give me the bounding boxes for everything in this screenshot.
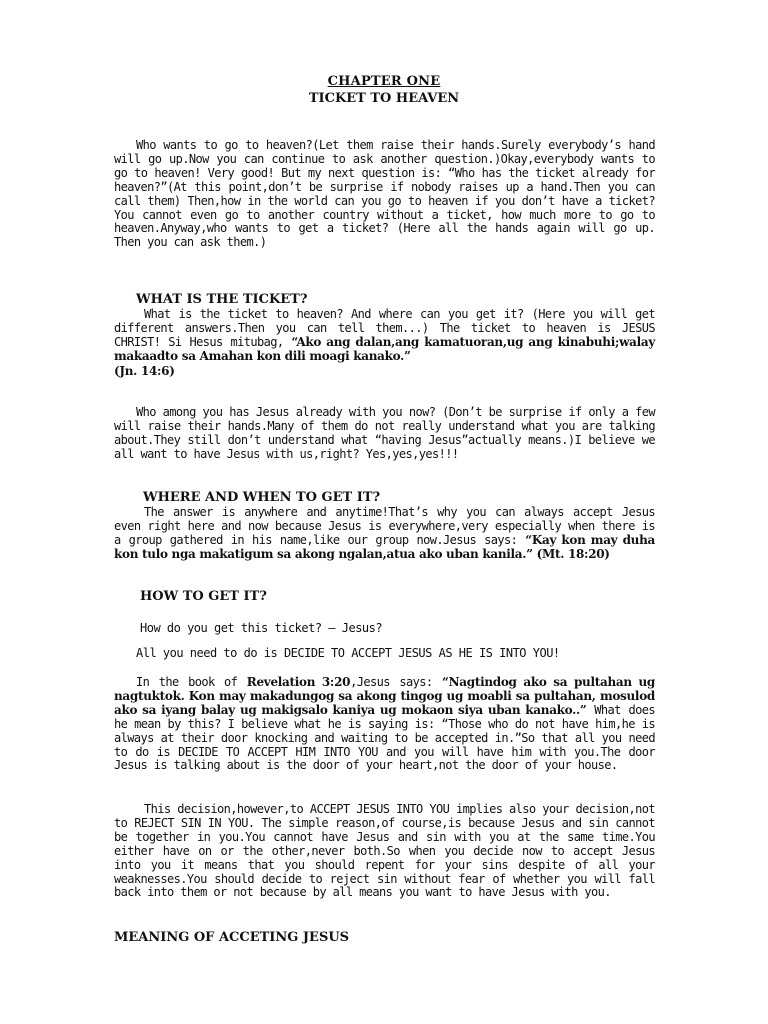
section2-paragraph-block <box>114 506 655 562</box>
section1-paragraph2-block <box>114 406 655 462</box>
section3-line-1: How do you get this ticket? – Jesus? <box>140 621 383 635</box>
section-heading-what-is-the-ticket: WHAT IS THE TICKET? <box>136 292 308 307</box>
section3-ref: Revelation 3:20 <box>246 675 351 689</box>
section3-quote: “Nagtindog ako sa pultahan ug nagtuktok. Kon may makadungog sa akong tingog ug moabli sa pultahan, mosulod ako sa iyang balay ug makigsalo kaniya ug mokaon siya uban kanako..” <box>114 675 656 717</box>
section3-rest: What does he mean by this? I believe what he is saying is: “Those who do not have him,he is always at their door knocking and waiting to be accepted in.”So that all you need to do is DECIDE TO ACCEPT HIM INTO YOU and you will have him with you.The door Jesus is talking about is the door of your heart,not the door of your house. <box>114 702 656 773</box>
section2-text: The answer is anywhere and anytime!That’s why you can always accept Jesus even right here and now because Jesus is everywhere,very especially when there is a group gathered in his name,like our group now.Jesus says: <box>114 505 655 547</box>
section1-paragraph-2: Who among you has Jesus already with you now? (Don’t be surprise if only a few will raise their hands.Many of them do not really understand what you are talking about.They still don’t understand what “having Jesus”actually means.)I believe we all want to have Jesus with us,right? Yes,yes,yes!!! <box>114 405 655 461</box>
section3-line-2: All you need to do is DECIDE TO ACCEPT JESUS AS HE IS INTO YOU! <box>136 646 560 660</box>
section3-paragraph <box>114 676 655 773</box>
section3-paragraph-block <box>114 676 655 773</box>
section-heading-how-to-get-it: HOW TO GET IT? <box>140 589 267 604</box>
intro-paragraph-block <box>114 139 655 250</box>
intro-paragraph: Who wants to go to heaven?(Let them raise their hands.Surely everybody’s hand will go up.Now you can continue to ask another question.)Okay,everybody wants to go to heaven! Very good! But my next question is: “Who has the ticket already for heaven?”(At this point,don’t be surprise if nobody raises up a hand.Then you can call them) Then,how in the world can you go to heaven if you don’t have a ticket? You cannot even go to another country without a ticket, how much more to go to heaven.Anyway,who wants to get a ticket? (Here all the hands again will go up. Then you can ask them.) <box>114 138 655 250</box>
section3-mid: ,Jesus says: <box>350 675 433 689</box>
section1-paragraph <box>114 308 655 364</box>
section3-paragraph-2: This decision,however,to ACCEPT JESUS INTO YOU implies also your decision,not to REJECT SIN IN YOU. The simple reason,of course,is because Jesus and sin cannot be together in you.You cannot have Jesus and sin with you at the same time.You either have on or the other,never both.So when you decide now to accept Jesus into you it means that you should repent for your sins despite of all your weaknesses.You should decide to reject sin without fear of whether you will fall back into them or not because by all means you want to have Jesus with you. <box>114 802 655 900</box>
chapter-subtitle: TICKET TO HEAVEN <box>308 91 460 106</box>
section1-quote: “Ako ang dalan,ang kamatuoran,ug ang kinabuhi;walay makaadto sa Amahan kon dili moagi kanako.” <box>114 334 655 363</box>
section1-paragraph-block <box>114 308 655 379</box>
section-heading-meaning: MEANING OF ACCETING JESUS <box>114 930 350 945</box>
section2-quote: “Kay kon may duha kon tulo nga makatigum sa akong ngalan,atua ako uban kanila.” (Mt. 18:20) <box>114 532 656 561</box>
section-heading-where-and-when: WHERE AND WHEN TO GET IT? <box>143 490 381 505</box>
section2-paragraph <box>114 506 655 562</box>
section1-reference: (Jn. 14:6) <box>114 363 175 378</box>
section3-lead: In the book of <box>136 675 238 689</box>
chapter-title: CHAPTER ONE <box>327 74 441 89</box>
section3-paragraph2-block <box>114 803 655 900</box>
section1-text: What is the ticket to heaven? And where can you get it? (Here you will get different answers.Then you can tell them...) The ticket to heaven is JESUS CHRIST! Si Hesus mitubag, <box>114 307 655 349</box>
